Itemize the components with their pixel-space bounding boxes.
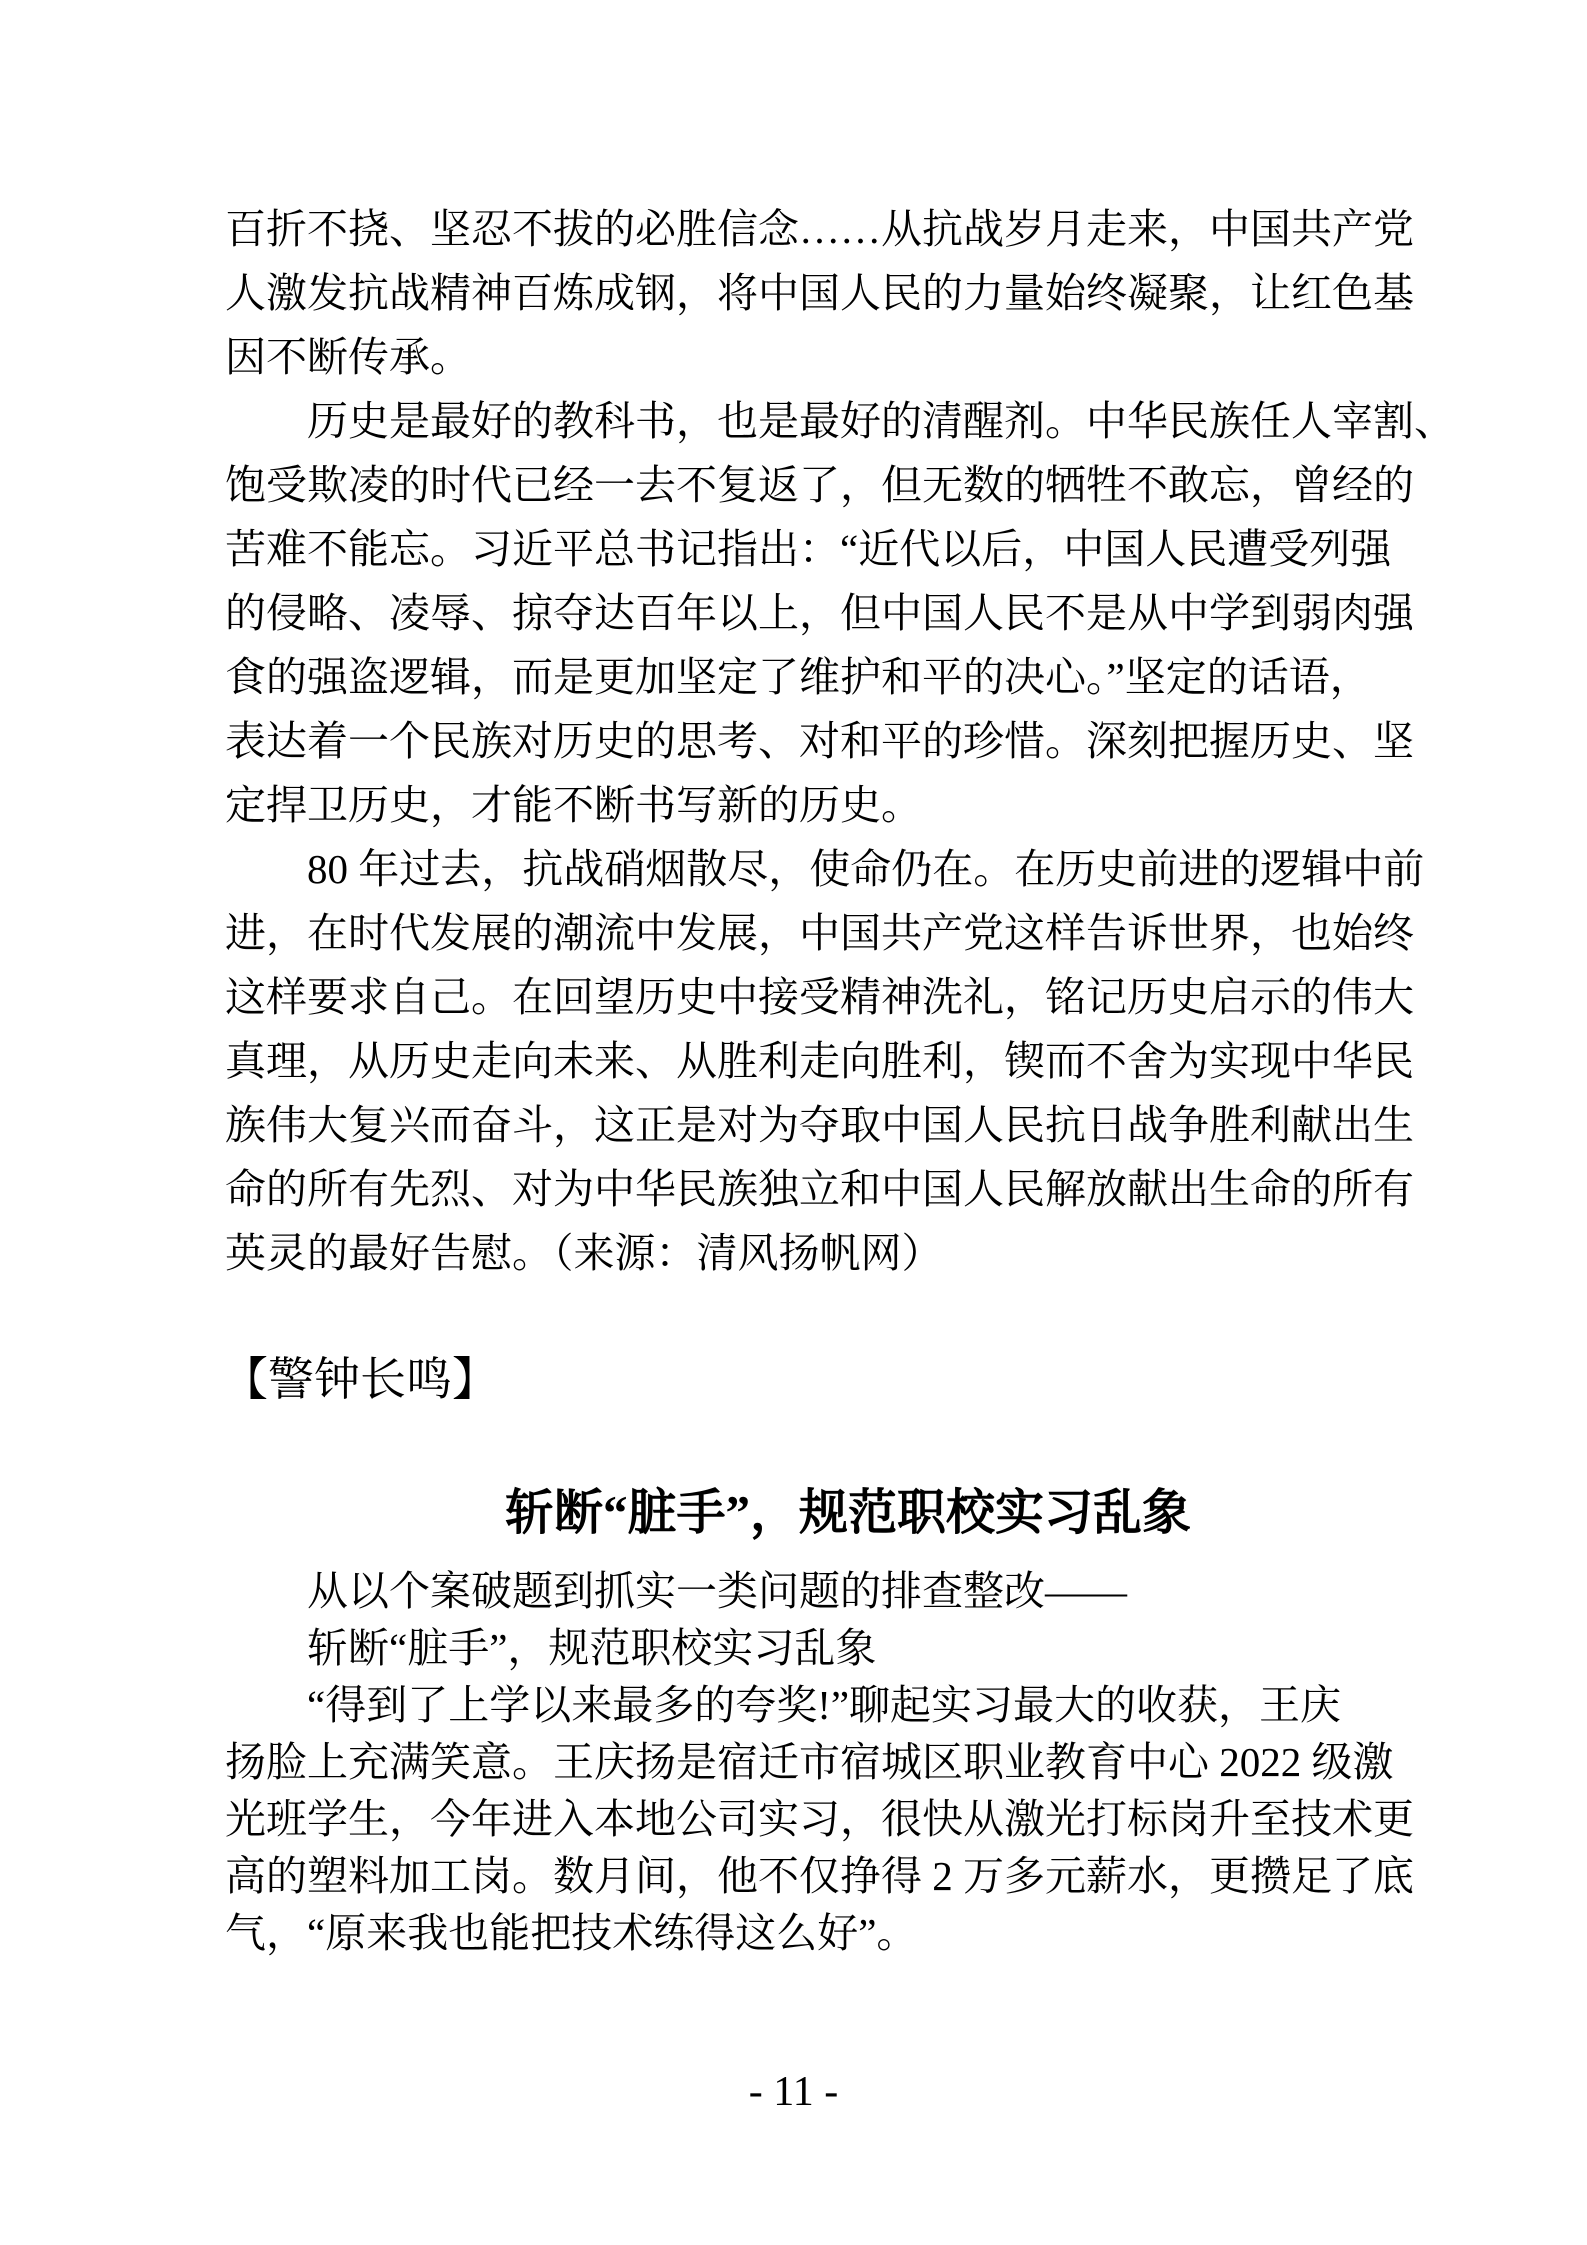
text-line: 气，“原来我也能把技术练得这么好”。 [225, 1910, 918, 1956]
body-text-block [225, 197, 1455, 1285]
text-line: 扬脸上充满笑意。王庆扬是宿迁市宿城区职业教育中心 2022 级激 [225, 1739, 1394, 1785]
text-line: 进，在时代发展的潮流中发展，中国共产党这样告诉世界，也始终 [225, 910, 1414, 956]
text-line: 真理，从历史走向未来、从胜利走向胜利，锲而不舍为实现中华民 [225, 1038, 1414, 1084]
text-line: 的侵略、凌辱、掠夺达百年以上，但中国人民不是从中学到弱肉强 [225, 590, 1414, 636]
text-line: 饱受欺凌的时代已经一去不复返了，但无数的牺牲不敢忘，曾经的 [225, 462, 1414, 508]
text-line: 这样要求自己。在回望历史中接受精神洗礼，铭记历史启示的伟大 [225, 974, 1414, 1020]
text-line: 80 年过去，抗战硝烟散尽，使命仍在。在历史前进的逻辑中前 [225, 846, 1425, 892]
text-line: 因不断传承。 [225, 334, 471, 380]
text-line: 斩断“脏手”，规范职校实习乱象 [225, 1625, 877, 1671]
text-line: 百折不挠、坚忍不拔的必胜信念……从抗战岁月走来，中国共产党 [225, 206, 1414, 252]
text-line: 族伟大复兴而奋斗，这正是对为夺取中国人民抗日战争胜利献出生 [225, 1102, 1414, 1148]
text-line: 人激发抗战精神百炼成钢，将中国人民的力量始终凝聚，让红色基 [225, 270, 1414, 316]
section-marker: 【警钟长鸣】 [222, 1354, 498, 1405]
text-line: “得到了上学以来最多的夸奖!”聊起实习最大的收获，王庆 [225, 1682, 1342, 1728]
text-line: 英灵的最好告慰。（来源：清风扬帆网） [225, 1230, 943, 1276]
text-line: 历史是最好的教科书，也是最好的清醒剂。中华民族任人宰割、 [225, 398, 1455, 444]
text-line: 光班学生，今年进入本地公司实习，很快从激光打标岗升至技术更 [225, 1796, 1414, 1842]
text-line: 从以个案破题到抓实一类问题的排查整改—— [225, 1568, 1127, 1614]
article-text-block [225, 1563, 1414, 1962]
text-line: 定捍卫历史，才能不断书写新的历史。 [225, 782, 922, 828]
text-line: 食的强盗逻辑，而是更加坚定了维护和平的决心。”坚定的话语， [225, 654, 1371, 700]
text-line: 苦难不能忘。习近平总书记指出：“近代以后，中国人民遭受列强 [225, 526, 1392, 572]
page-number: - 11 - [748, 2069, 839, 2115]
text-line: 表达着一个民族对历史的思考、对和平的珍惜。深刻把握历史、坚 [225, 718, 1414, 764]
text-line: 命的所有先烈、对为中华民族独立和中国人民解放献出生命的所有 [225, 1166, 1414, 1212]
text-line: 高的塑料加工岗。数月间，他不仅挣得 2 万多元薪水，更攒足了底 [225, 1853, 1414, 1899]
article-title: 斩断“脏手”，规范职校实习乱象 [504, 1485, 1191, 1540]
